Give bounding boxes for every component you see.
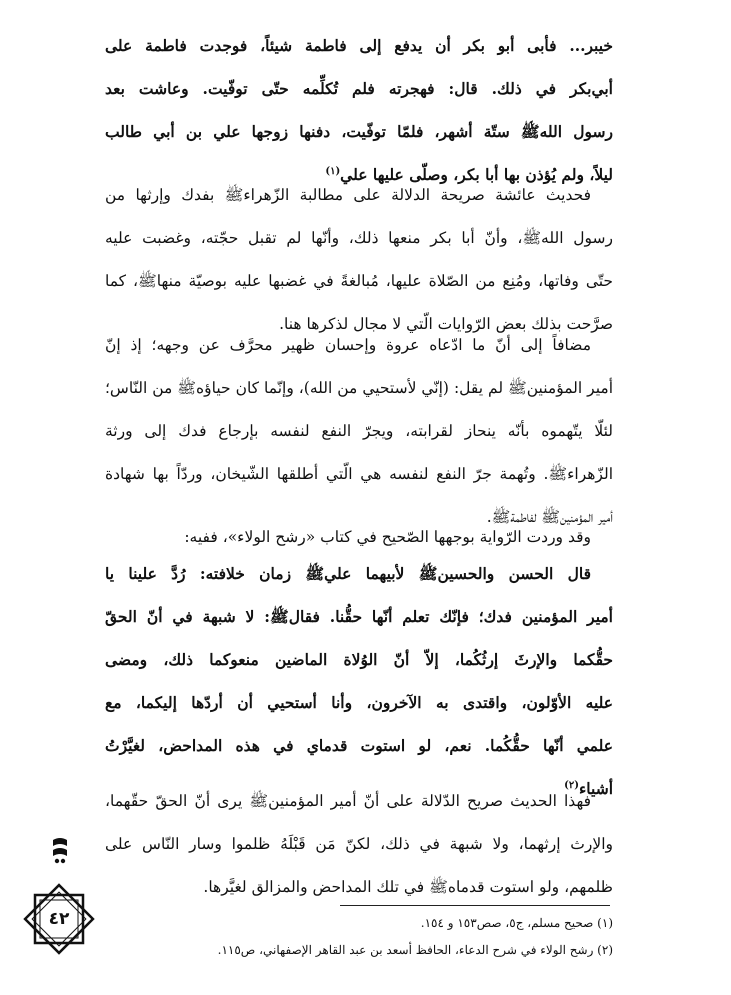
text-line: أمير المؤمنين‌ﷺ لم يقل: (إنّي لأستحيي من الله)، وإنّما كان حياؤه‌ﷺ من النّاس؛	[105, 379, 613, 397]
text-line: قال الحسن والحسين‌ﷺ لأبيهما علي‌ﷺ زمان خلافته: رُدَّ علينا يا	[105, 564, 591, 583]
paragraph-commentary-1	[105, 174, 613, 346]
paragraph-commentary-2	[105, 324, 613, 539]
page-number: ٤٢	[48, 909, 70, 929]
footnote-divider	[340, 905, 610, 906]
text-line: خيبر... فأبى أبو بكر أن يدفع إلى فاطمة شيئاً، فوجدت فاطمة على	[105, 36, 613, 55]
text-line: لئلّا يتّهموه بأنّه ينحاز لقرابته، ويجرّ النفع لنفسه بإرجاع فدك إلى ورثة	[105, 422, 613, 440]
text-line: حقُّكما والإرثَ إرثُكُما، إلاّ أنّ الوُلاة الماضين منعوكما ذلك، ومضى	[105, 650, 613, 669]
text-line: فحديث عائشة صريحة الدلالة على مطالبة الزّهراء‌ﷺ بفدك وإرثها من	[105, 186, 591, 204]
text-line: أشياء$^{(٢)}$	[564, 779, 613, 798]
text-line: حتّى وفاتها، ومُنِع من الصّلاة عليها، مُبالغةً في غضبها عليه بوصيّة منها‌ﷺ، كما	[105, 272, 613, 290]
footnote-ref-1[interactable]: (١)	[325, 165, 341, 177]
text-line: علمي أنّها حقُّكُما. نعم، لو استوت قدماي في هذه المداحض، لغيَّرْتُ	[105, 736, 613, 755]
text-line: رسول الله‌ﷺ ستّة أشهر، فلمّا توفّيت، دفنها زوجها علي بن أبي طالب	[105, 122, 613, 141]
text-line: أمير المؤمنين فدك؛ فإنّك تعلم أنّها حقُّنا. فقال‌ﷺ: لا شبهة في أنّ الحقّ	[105, 607, 613, 626]
text-line: الزّهراء‌ﷺ. وتُهمة جرّ النفع لنفسه هي الّتي أطلقها الشّيخان، وردّاً بها شهادة	[105, 465, 613, 483]
text-line: فهذا الحديث صريح الدّلالة على أنّ أمير المؤمنين‌ﷺ يرى أنّ الحقّ حقّهما،	[105, 792, 591, 810]
text-line: أبي‌بكر في ذلك. قال: فهجرته فلم تُكلِّمه حتّى توفّيت. وعاشت بعد	[105, 79, 613, 98]
paragraph-narration-rashh	[105, 552, 613, 810]
footnotes	[105, 910, 613, 964]
text-line: مضافاً إلى أنّ ما ادّعاه عروة وإحسان ظهير محرَّف عن وجهه؛ إذ إنّ	[105, 336, 591, 354]
text-line: رسول الله‌ﷺ، وأنّ أبا بكر منعها ذلك، وأنّها لم تقبل حجّته، وغضبت عليه	[105, 229, 613, 247]
text-line: والإرث إرثهما، ولا شبهة في ذلك، لكنّ مَن قَبْلَهُ ظلموا وسار النّاس على	[105, 835, 613, 853]
text-line: صرَّحت بذلك بعض الرّوايات الّتي لا مجال لذكرها هنا.	[279, 315, 613, 333]
margin-ornament-icon	[49, 836, 71, 866]
footnote-1: (١) صحيح مسلم، ج٥، صص١٥٣ و ١٥٤.	[420, 916, 613, 930]
text-line: وقد وردت الرّواية بوجهها الصّحيح في كتاب «رشح الولاء»، ففيه:	[184, 528, 591, 546]
text-line: أمير المؤمنين‌ﷺ لفاطمة‌ﷺ.	[486, 508, 613, 526]
footnote-2: (٢) رشح الولاء في شرح الدعاء، الحافظ أسعد بن عبد القاهر الإصفهاني، ص١١٥.	[217, 943, 613, 957]
text-line: ليلاً، ولم يُؤذن بها أبا بكر، وصلّى عليها علي$^{(١)}$	[325, 165, 613, 184]
text-line: ظلمهم، ولو استوت قدماه‌ﷺ في تلك المداحض والمزالق لغيَّرها.	[203, 878, 613, 896]
text-line: عليه الأوّلون، واقتدى به الآخرون، وأنا أستحيي أن أردّها إليكما، مع	[105, 693, 613, 712]
footnote-ref-2[interactable]: (٢)	[564, 779, 580, 791]
paragraph-conclusion	[105, 780, 613, 909]
paragraph-hadith-aisha	[105, 24, 613, 196]
